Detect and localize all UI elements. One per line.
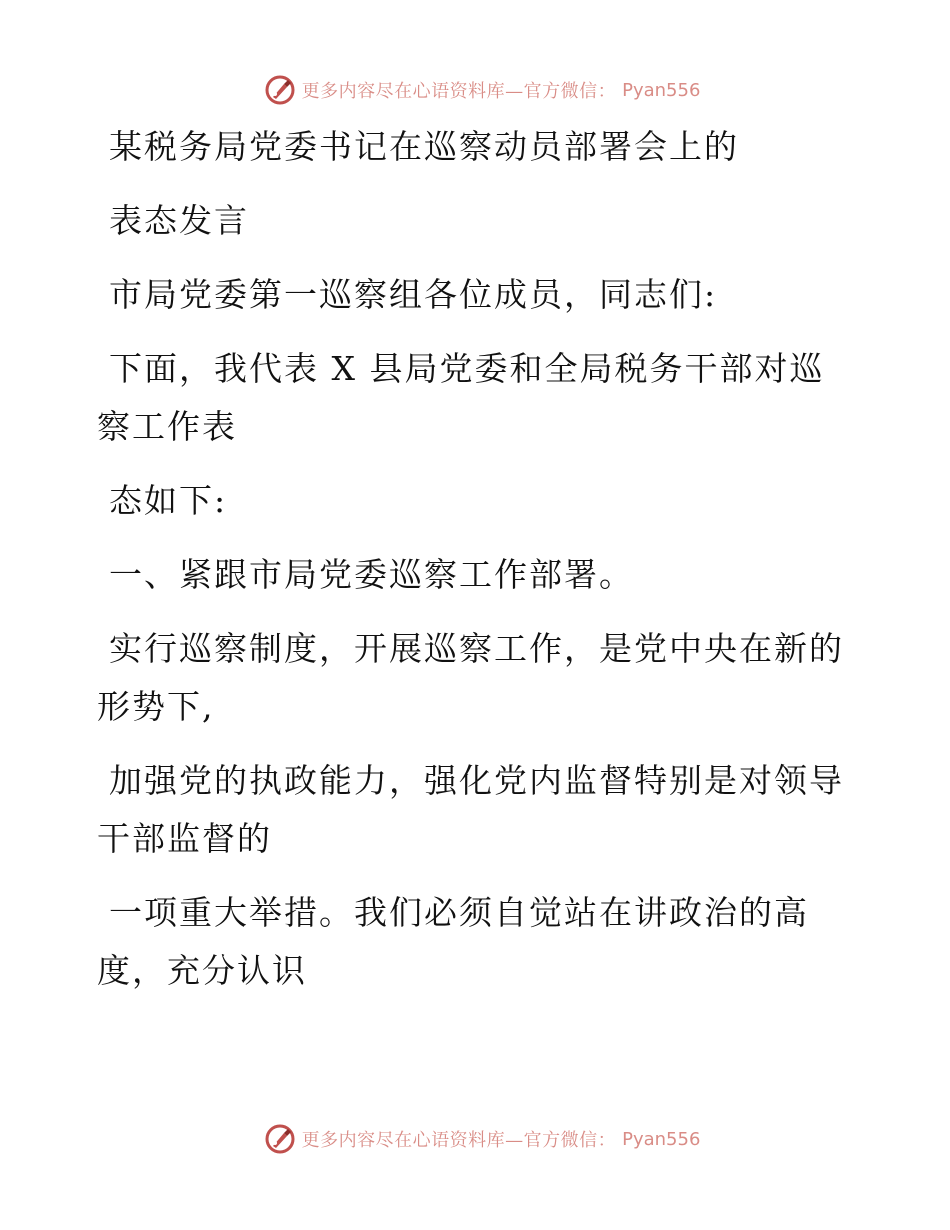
doc-section-heading: 一、紧跟市局党委巡察工作部署。 bbox=[109, 555, 634, 594]
footer-watermark-banner bbox=[0, 1119, 950, 1159]
doc-paragraph: 加强党的执政能力，强化党内监督特别是对领导干部监督的 bbox=[97, 761, 844, 858]
header-watermark bbox=[264, 74, 701, 106]
watermark-text: 更多内容尽在心语资料库—官方微信： bbox=[301, 1130, 617, 1151]
header-watermark-banner bbox=[0, 70, 950, 110]
doc-title-line-1: 某税务局党委书记在巡察动员部署会上的 bbox=[109, 127, 739, 166]
watermark-wechat-id: Pyan556 bbox=[622, 1128, 701, 1150]
doc-paragraph: 一项重大举措。我们必须自觉站在讲政治的高度，充分认识 bbox=[97, 893, 809, 990]
doc-paragraph: 实行巡察制度，开展巡察工作，是党中央在新的形势下, bbox=[97, 629, 844, 726]
doc-paragraph: 态如下: bbox=[109, 481, 228, 520]
footer-watermark bbox=[264, 1123, 701, 1155]
document-body bbox=[97, 118, 857, 1016]
pen-seal-icon bbox=[264, 1123, 296, 1155]
watermark-text: 更多内容尽在心语资料库—官方微信： bbox=[301, 81, 617, 102]
doc-salutation: 市局党委第一巡察组各位成员，同志们: bbox=[109, 275, 718, 314]
pen-seal-icon bbox=[264, 74, 296, 106]
doc-title-line-2: 表态发言 bbox=[109, 201, 249, 240]
doc-paragraph: 下面，我代表 X 县局党委和全局税务干部对巡察工作表 bbox=[97, 349, 825, 446]
watermark-wechat-id: Pyan556 bbox=[622, 79, 701, 101]
